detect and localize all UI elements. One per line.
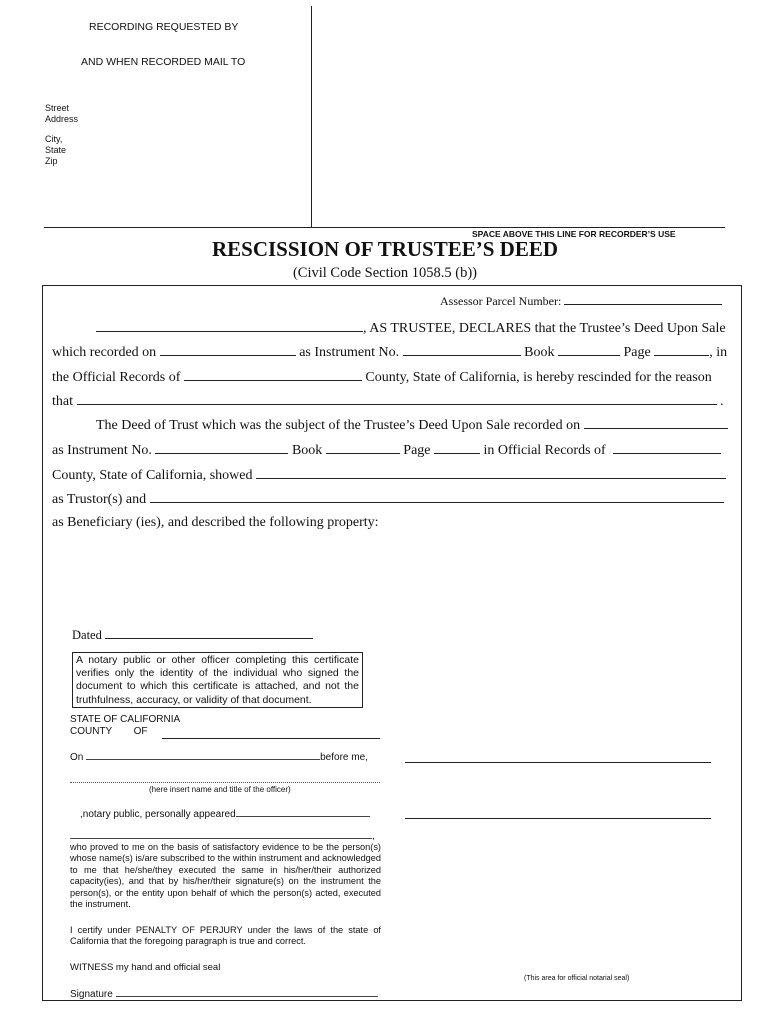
persons-name-row (70, 828, 375, 842)
header-divider-vertical (311, 6, 312, 228)
dated-field[interactable] (105, 626, 313, 639)
recording-requested-by: RECORDING REQUESTED BY (89, 21, 239, 33)
appeared-name-field[interactable] (236, 806, 370, 817)
signature-label: Signature (70, 989, 113, 1000)
as-trustee-text: , AS TRUSTEE, DECLARES that the Trustee’s Deed Upon Sale (363, 321, 726, 336)
county-of-field[interactable] (162, 738, 380, 739)
trustors-row (52, 490, 724, 508)
acknowledgment-paragraph: who proved to me on the basis of satisfactory evidence to be the person(s) whose name(s) is/are subscribed to the within instrument and acknowledged to me that he/she/they executed the same in his/her/their authorized capacity(ies), and that by his/her/their signature(s) on the instrument the person(s), or the entity upon behalf of which the person(s) acted, executed the instrument. (70, 842, 382, 910)
personally-appeared-row (80, 806, 370, 820)
on-before-me-row (70, 749, 368, 763)
address-label: Address (45, 114, 79, 124)
page-text: Page (623, 345, 651, 360)
official-records-row (52, 368, 712, 386)
county-showed-row (52, 466, 726, 484)
instrument-row-2 (52, 441, 721, 459)
official-records-text: the Official Records of (52, 370, 181, 385)
apn-label: Assessor Parcel Number: (440, 294, 562, 308)
book-text-2: Book (291, 443, 323, 458)
notary-notice-box: A notary public or other officer completing this certificate verifies only the identity of the individual who signed the document to which this certificate is attached, and not the truthfulness, accuracy, or validity of that document. (72, 652, 363, 708)
recorded-row (52, 343, 727, 361)
dated-row (72, 626, 313, 643)
city-label: City, (45, 134, 63, 144)
state-of-california: STATE OF CALIFORNIA (70, 714, 181, 725)
personally-appeared-label: ,notary public, personally appeared (80, 809, 236, 820)
apn-field[interactable] (564, 292, 722, 305)
officer-name-field[interactable] (70, 782, 380, 783)
trustee-name-field[interactable] (96, 319, 363, 332)
beneficiary-row (52, 515, 379, 531)
document-subtitle: (Civil Code Section 1058.5 (b)) (292, 265, 478, 281)
county-field-2[interactable] (613, 441, 721, 454)
page-field-2[interactable] (434, 441, 480, 454)
county-label: COUNTY (70, 726, 113, 737)
deed-of-trust-row (96, 416, 728, 434)
insert-name-label: (here insert name and title of the officer) (149, 785, 291, 794)
trustors-text: as Trustor(s) and (52, 492, 147, 507)
of-label: OF (133, 726, 148, 737)
county-showed-text: County, State of California, showed (52, 468, 253, 483)
deed-recorded-date-field[interactable] (584, 416, 728, 429)
instrument-no-text: as Instrument No. (299, 345, 400, 360)
instrument-no-field-2[interactable] (155, 441, 288, 454)
state-label: State (45, 145, 67, 155)
instrument-no-field[interactable] (403, 343, 521, 356)
space-above-label: SPACE ABOVE THIS LINE FOR RECORDER’S USE (472, 229, 676, 239)
recorder-use-line (44, 227, 725, 228)
beneficiary-text: as Beneficiary (ies), and described the following property: (52, 515, 379, 530)
book-text: Book (524, 345, 555, 360)
period-text: . (720, 394, 724, 409)
instrument-no-text-2: as Instrument No. (52, 443, 152, 458)
signature-field[interactable] (116, 986, 378, 997)
trustors-field[interactable] (150, 490, 724, 503)
county-of-row (70, 726, 148, 737)
page-field[interactable] (654, 343, 709, 356)
notary-date-field[interactable] (86, 749, 320, 760)
in-text: , in (709, 345, 728, 360)
page-text-2: Page (403, 443, 431, 458)
persons-name-field[interactable] (70, 828, 372, 839)
before-me-label: before me, (320, 752, 368, 763)
witness-label: WITNESS my hand and official seal (70, 962, 221, 973)
county-rescinded-text: County, State of California, is hereby rescinded for the reason (365, 370, 712, 385)
mail-to-label: AND WHEN RECORDED MAIL TO (81, 56, 246, 68)
deed-of-trust-text: The Deed of Trust which was the subject of the Trustee’s Deed Upon Sale recorded on (96, 418, 581, 433)
recorded-date-field[interactable] (160, 343, 296, 356)
that-text: that (52, 394, 73, 409)
county-showed-field[interactable] (256, 466, 726, 479)
on-label: On (70, 752, 84, 763)
book-field[interactable] (558, 343, 620, 356)
document-title: RESCISSION OF TRUSTEE’S DEED (211, 237, 559, 261)
reason-row (52, 392, 724, 410)
county-field[interactable] (184, 368, 362, 381)
trustee-row (96, 319, 726, 337)
zip-label: Zip (45, 156, 58, 166)
street-label: Street (45, 103, 70, 113)
right-signature-line-2[interactable] (405, 818, 711, 819)
dated-text: Dated (72, 628, 102, 642)
comma-text: , (372, 831, 375, 842)
perjury-paragraph: I certify under PENALTY OF PERJURY under the laws of the state of California that the foregoing paragraph is true and correct. (70, 925, 381, 947)
reason-field[interactable] (77, 392, 717, 405)
signature-row (70, 986, 378, 1000)
which-recorded-on-text: which recorded on (52, 345, 157, 360)
book-field-2[interactable] (326, 441, 400, 454)
seal-area-label: (This area for official notarial seal) (524, 975, 630, 982)
apn-row (440, 292, 722, 309)
in-official-records-text: in Official Records of (483, 443, 606, 458)
right-signature-line-1[interactable] (405, 762, 711, 763)
